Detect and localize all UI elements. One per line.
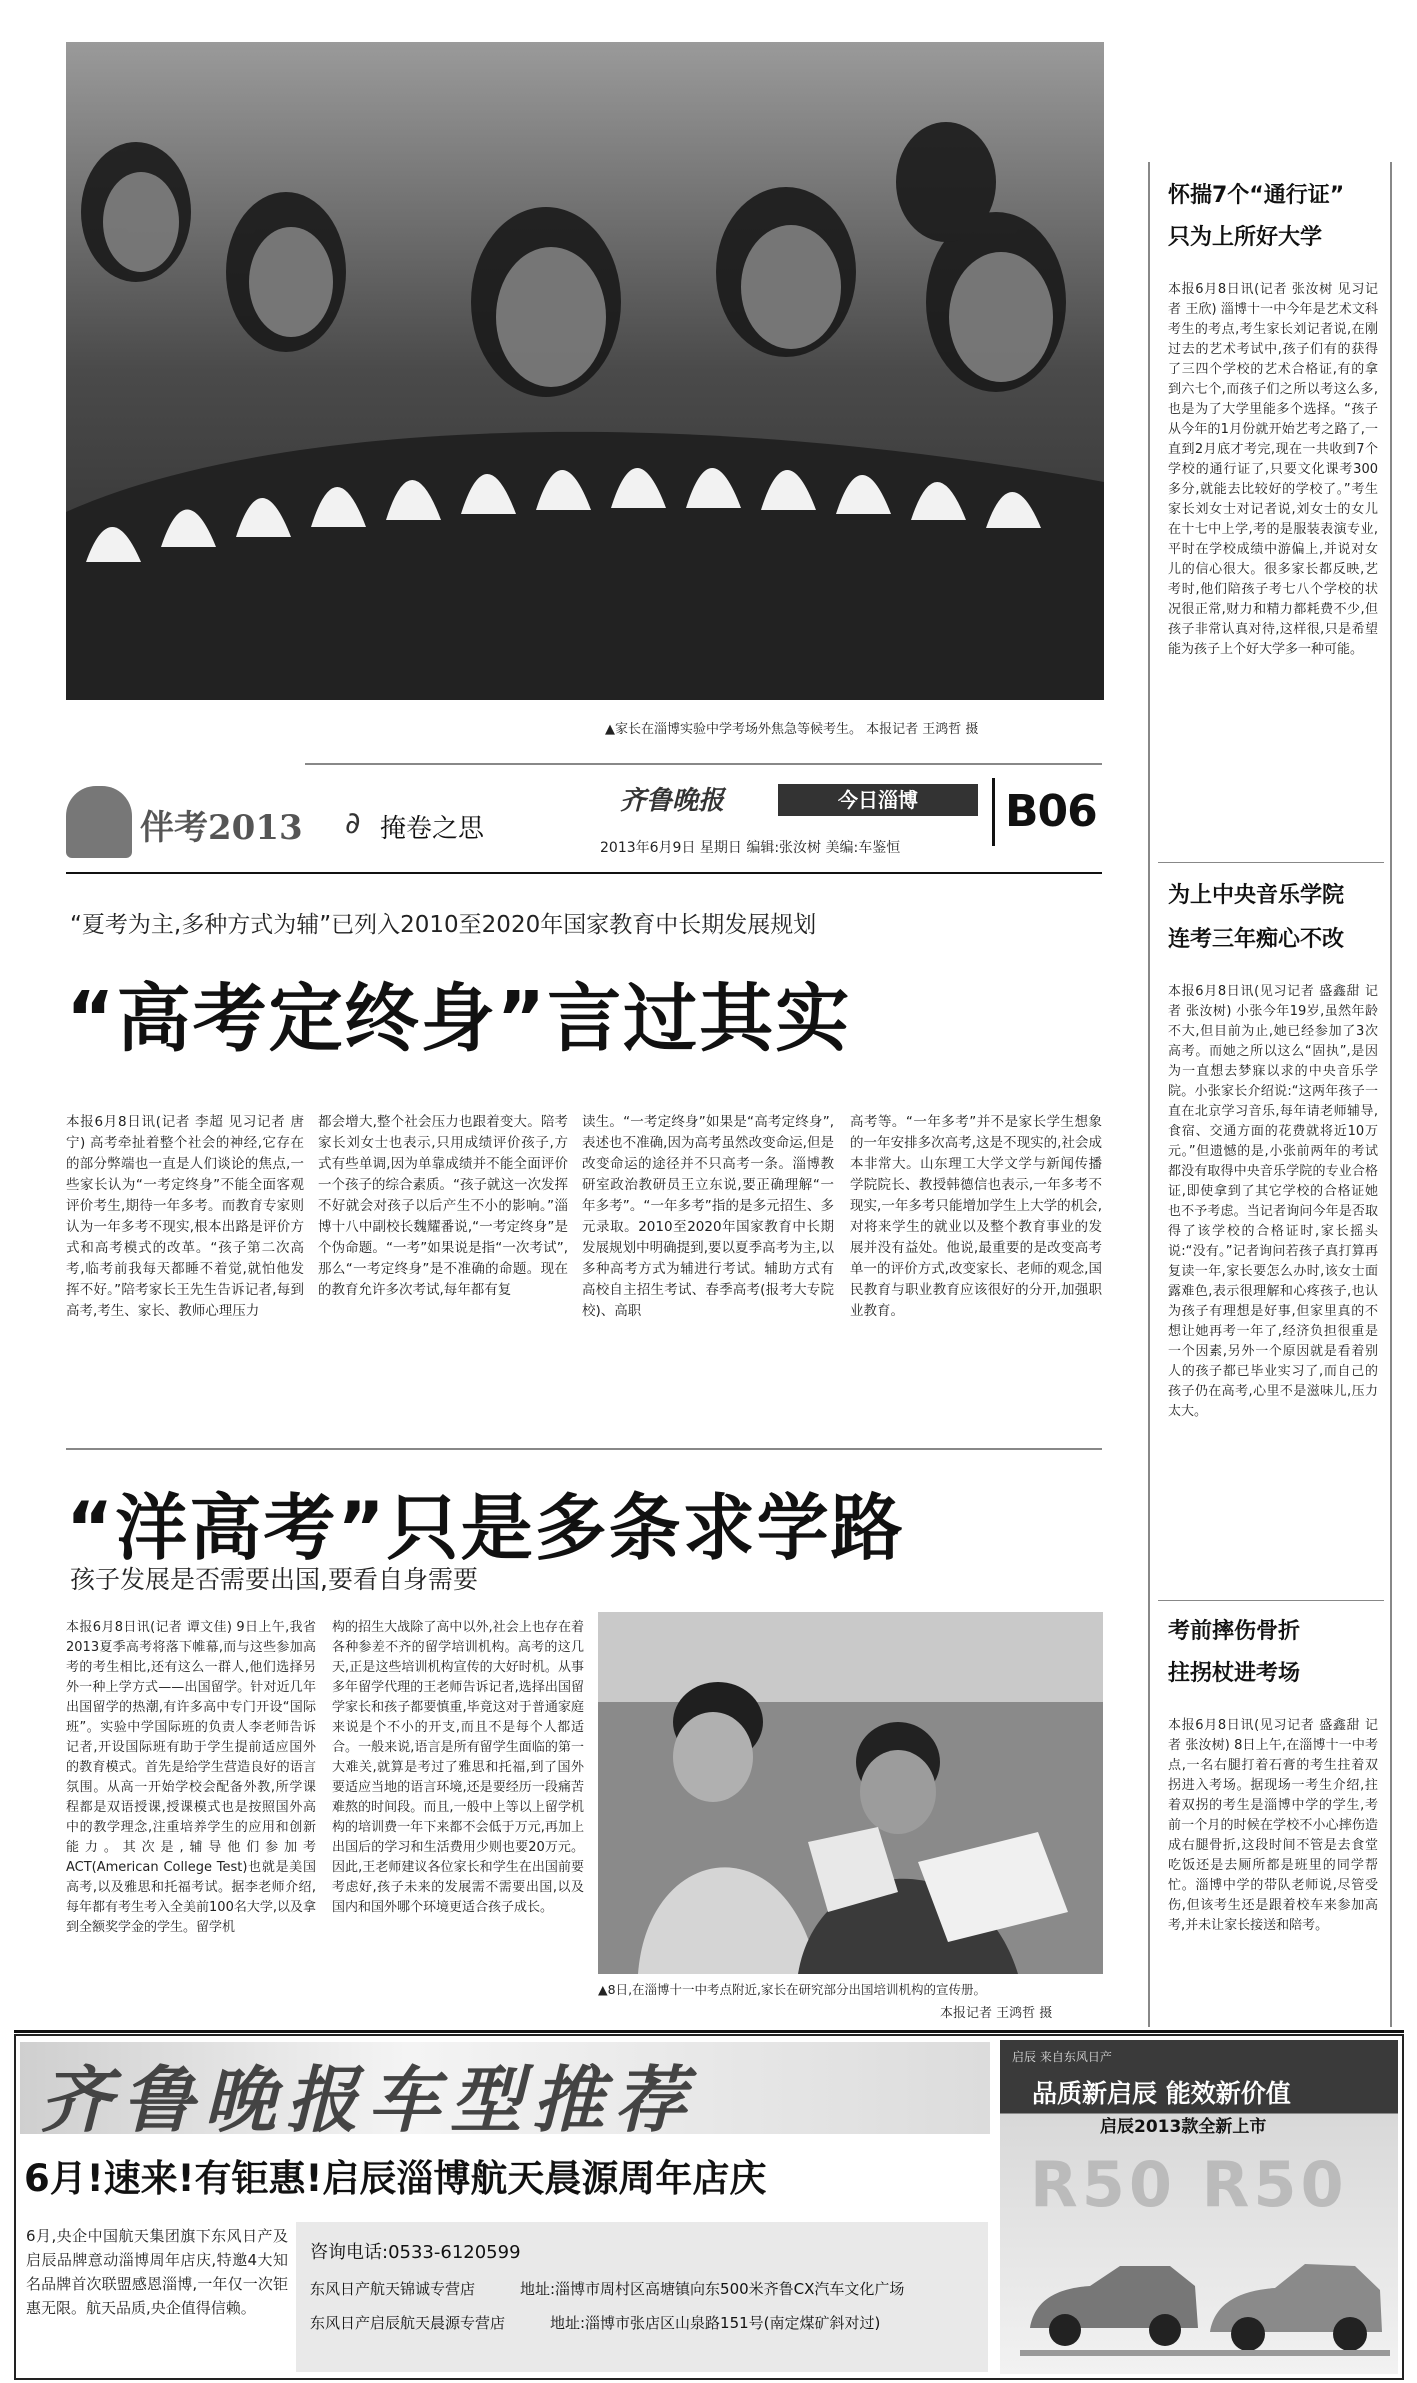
ad-car-slogan: 品质新启辰 能效新价值 (1032, 2079, 1291, 2108)
sidebar-story3-body: 本报6月8日讯(见习记者 盛鑫甜 记者 张汝树) 8日上午,在淄博十一中考点,一名右腿打着石膏的考生拄着双拐进入考场。据现场一考生介绍,拄着双拐的考生是淄博中学的学生,考前一个月的时候在学校不小心摔伤造成右腿骨折,这段时间不管是去食堂吃饭还是去厕所都是班里的同学帮忙。淄博中学的带队老师说,尽管受伤,但该考生还是跟着校车来参加高考,并未让家长接送和陪考。 (1168, 1718, 1378, 1933)
ad-shop1-address: 地址:淄博市周村区高塘镇向东500米齐鲁CX汽车文化广场 (520, 2280, 905, 2298)
sidebar-story1-title1: 怀揣7个“通行证” (1168, 183, 1345, 208)
ad-car-model: R50 R50 (1030, 2148, 1348, 2221)
ad-car-tag: 启辰 来自东风日产 (1012, 2050, 1112, 2064)
car-image-icon (1020, 2228, 1390, 2368)
story2-deck: 孩子发展是否需要出国,要看自身需要 (70, 1565, 478, 1594)
sidebar-story2-body: 本报6月8日讯(见习记者 盛鑫甜 记者 张汝树) 小张今年19岁,虽然年龄不大,但目前为止,她已经参加了3次高考。而她之所以这么“固执”,是因为一直想去梦寐以求的中央音乐学院。小张家长介绍说:“这两年孩子一直在北京学习音乐,每年请老师辅导,食宿、交通方面的花费就将近10万元。”但遗憾的是,小张前两年的考试都没有取得中央音乐学院的专业合格证,即使拿到了其它学校的合格证她也不予考虑。当记者询问今年是否取得了该学校的合格证时,家长摇头说:“没有。”记者询问若孩子真打算再复读一年,家长要怎么办时,该女士面露难色,表示很理解和心疼孩子,也认为孩子有理想是好事,但家里真的不想让她再考一年了,经济负担很重是一个因素,另外一个原因就是看着别人的孩子都已毕业实习了,而自己的孩子仍在高考,心里不是滋味儿,压力太大。 (1168, 984, 1378, 1419)
story2-photo-caption: ▲8日,在淄博十一中考点附近,家长在研究部分出国培训机构的宣传册。 (598, 1982, 987, 1997)
date-line: 2013年6月9日 星期日 编辑:张汝树 美编:车鉴恒 (600, 840, 901, 856)
story2-col2: 构的招生大战除了高中以外,社会上也存在着各种参差不齐的留学培训机构。高考的这几天,正是这些培训机构宣传的大好时机。从事多年留学代理的王老师告诉记者,选择出国留学家长和孩子都要慎重,毕竟这对于普通家庭来说是个不小的开支,而且不是每个人都适合。一般来说,语言是所有留学生面临的第一大难关,就算是考过了雅思和托福,到了国外要适应当地的语言环境,还是要经历一段痛苦难熬的时间段。而且,一般中上等以上留学机构的培训费一年下来都不会低于万元,再加上出国后的学习和生活费用少则也要20万元。因此,王老师建议各位家长和学生在出国前要考虑好,孩子未来的发展需不需要出国,以及国内和国外哪个环境更适合孩子成长。 (332, 1620, 584, 1915)
story1-kicker: “夏考为主,多种方式为辅”已列入2010至2020年国家教育中长期发展规划 (70, 912, 817, 938)
sidebar-story1-title2: 只为上所好大学 (1168, 225, 1323, 250)
ad-shop2-address: 地址:淄博市张店区山泉路151号(南定煤矿斜对过) (550, 2314, 881, 2332)
masthead-divider (992, 778, 995, 846)
ad-phone: 咨询电话:0533-6120599 (310, 2242, 521, 2263)
story2-photo (598, 1612, 1103, 1974)
top-photo-caption: ▲家长在淄博实验中学考场外焦急等候考生。 本报记者 王鸿哲 摄 (605, 722, 979, 737)
masthead-top-rule (305, 763, 1102, 765)
story2-headline: “洋高考”只是多条求学路 (66, 1486, 905, 1570)
ad-car-sub: 启辰2013款全新上市 (1100, 2117, 1267, 2137)
parents-reading-photo-icon (598, 1612, 1103, 1974)
page-number: B06 (1005, 786, 1097, 837)
ad-headline: 6月!速来!有钜惠!启辰淄博航天晨源周年店庆 (24, 2157, 767, 2200)
sidebar-divider-2 (1158, 1600, 1384, 1601)
story1-col1: 本报6月8日讯(记者 李超 见习记者 唐宁) 高考牵扯着整个社会的神经,它存在的部分弊端也一直是人们谈论的焦点,一些家长认为“一考定终身”不能全面客观评价考生,期待一年多考。而教育专家则认为一年多考不现实,根本出路是评价方式和高考模式的改革。“孩子第二次高考,临考前我每天都睡不着觉,就怕他发挥不好。”陪考家长王先生告诉记者,每到高考,考生、家长、教师心理压力 (66, 1114, 304, 1319)
ad-top-rule (14, 2030, 1404, 2033)
sidebar-story1-body: 本报6月8日讯(记者 张汝树 见习记者 王欣) 淄博十一中今年是艺术文科考生的考点,考生家长刘记者说,在刚过去的艺术考试中,孩子们有的获得了三四个学校的艺术合格证,有的拿到六七个,而孩子们之所以考这么多,也是为了大学里能多个选择。“孩子从今年的1月份就开始艺考之路了,一直到2月底才考完,现在一共收到7个学校的通行证了,只要文化课考300多分,就能去比较好的学校了。”考生家长刘女士对记者说,刘女士的女儿在十七中上学,考的是服装表演专业,平时在学校成绩中游偏上,并说对女儿的信心很大。很多家长都反映,艺考时,他们陪孩子考七八个学校的状况很正常,财力和精力都耗费不少,但孩子非常认真对待,这样很,只是希望能为孩子上个好大学多一种可能。 (1168, 282, 1378, 657)
paper-name: 齐鲁晚报 (620, 786, 725, 816)
column-sub: 掩卷之思 (380, 814, 485, 844)
story1-col2: 都会增大,整个社会压力也跟着变大。陪考家长刘女士也表示,只用成绩评价孩子,方式有些单调,因为单靠成绩并不能全面评价一个孩子的综合素质。“孩子就这一次发挥不好就会对孩子以后产生不小的影响。”淄博十八中副校长魏耀番说,“一考定终身”是个伪命题。“一考”如果说是指“一次考试”,那么“一考定终身”是不准确的命题。现在的教育允许多次考试,每年都有复 (318, 1114, 568, 1298)
column-ornament-icon: ∂ (345, 806, 361, 841)
ad-shop2-name: 东风日产启辰航天晨源专营店 (310, 2314, 506, 2332)
top-photo (66, 42, 1104, 700)
story1-col4: 高考等。“一年多考”并不是家长学生想象的一年安排多次高考,这是不现实的,社会成本非常大。山东理工大学文学与新闻传播学院院长、教授韩德信也表示,一年多考不现实,一年多考只能增加学生上大学的机会,对将来学生的就业以及整个教育事业的发展并没有益处。他说,最重要的是改变高考单一的评价方式,改变家长、老师的观念,国民教育与职业教育应该很好的分开,加强职业教育。 (850, 1114, 1102, 1319)
column-name: 伴考2013 (140, 808, 303, 848)
masthead-bottom-rule (66, 872, 1102, 874)
ad-shop1-name: 东风日产航天锦诚专营店 (310, 2280, 476, 2298)
sidebar-story2-title2: 连考三年痴心不改 (1168, 927, 1345, 952)
sidebar-story3-title1: 考前摔伤骨折 (1168, 1619, 1301, 1644)
sidebar-right-rule (1390, 162, 1392, 2027)
sidebar-story3-title2: 拄拐杖进考场 (1168, 1661, 1301, 1686)
sidebar-left-rule (1148, 162, 1150, 2027)
story-divider (66, 1448, 1102, 1450)
story1-headline: “高考定终身”言过其实 (66, 976, 852, 1062)
crowd-photo-icon (66, 42, 1104, 700)
section-badge: 今日淄博 (778, 784, 978, 816)
story1-col3: 读生。“一考定终身”如果是“高考定终身”,表述也不准确,因为高考虽然改变命运,但是改变命运的途径并不只高考一条。淄博教研室政治教研员王立东说,要正确理解“一年多考”。“一年多考”指的是多元招生、多元录取。2010至2020年国家教育中长期发展规划中明确提到,要以夏季高考为主,以多种高考方式为辅进行考试。辅助方式有高校自主招生考试、春季高考(报考大专院校)、高职 (582, 1114, 834, 1319)
ad-banner: 齐鲁晚报车型推荐 (40, 2057, 697, 2142)
story2-col1: 本报6月8日讯(记者 谭文佳) 9日上午,我省2013夏季高考将落下帷幕,而与这些参加高考的考生相比,还有这么一群人,他们选择另外一种上学方式——出国留学。针对近几年出国留学的热潮,有许多高中专门开设“国际班”。实验中学国际班的负责人李老师告诉记者,开设国际班有助于学生提前适应国外的教育模式。首先是给学生营造良好的语言氛围。从高一开始学校会配备外教,所学课程都是双语授课,授课模式也是按照国外高中的教学理念,注重培养学生的应用和创新能力。其次是,辅导他们参加考ACT(American College Test)也就是美国高考,以及雅思和托福考试。据李老师介绍,每年都有考生考入全美前100名大学,以及拿到全额奖学金的学生。留学机 (66, 1620, 316, 1935)
ad-body: 6月,央企中国航天集团旗下东风日产及启辰品牌意动淄博周年店庆,特邀4大知名品牌首次联盟感恩淄博,一年仅一次钜惠无限。航天品质,央企值得信赖。 (26, 2227, 288, 2317)
sidebar-divider-1 (1158, 862, 1384, 863)
sidebar-story2-title1: 为上中央音乐学院 (1168, 883, 1345, 908)
story2-photo-credit: 本报记者 王鸿哲 摄 (940, 2006, 1053, 2021)
column-logo (66, 786, 132, 858)
